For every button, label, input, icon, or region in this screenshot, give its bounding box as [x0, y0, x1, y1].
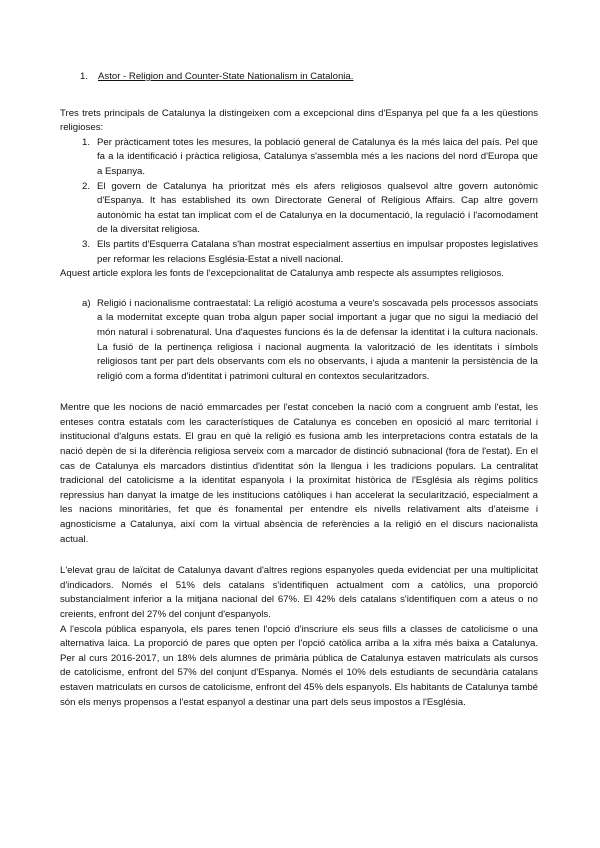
paragraph-3: A l'escola pública espanyola, els pares tenen l'opció d'inscriure els seus fills a classes de catolicisme o una alternativa laica. La proporció de pares que opten per l'opció catòlica arriba a la xifra més baixa a Catalunya. Per al curs 2016-2017, un 18% dels alumnes de primària pública de Catalunya estaven matriculats als cursos de catolicisme, enfront del 57% del conjunt d'Espanya. Només el 10% dels estudiants de secundària catalans estaven matriculats en cursos de catolicisme, enfront del 45% dels espanyols. Els habitants de Catalunya també són els menys propensos a l'estat espanyol a destinar una part dels seus impostos a l'Església.: [60, 623, 538, 708]
intro-paragraph: Tres trets principals de Catalunya la distingeixen com a excepcional dins d'Espanya pel que fa a les qüestions religioses:: [60, 107, 538, 134]
subsection-a: [60, 297, 538, 385]
list-item: [60, 136, 538, 180]
list-number: 1.: [82, 136, 91, 148]
list-item: [60, 180, 538, 238]
heading-number: 1.: [80, 71, 89, 82]
list-item: [60, 238, 538, 267]
paragraph-2: L'elevat grau de laïcitat de Catalunya davant d'altres regions espanyoles queda evidenciat per una multiplicitat d'indicadors. Només el 51% dels catalans s'identifiquen actualment com a catòlics, una proporció substancialment inferior a la mitjana nacional del 67%. El 42% dels catalans s'identifiquen com a ateus o no creients, enfront del 27% del conjunt d'espanyols.: [60, 565, 538, 620]
list-number: 2.: [82, 180, 91, 192]
section-heading: [80, 70, 538, 85]
heading-title: Astor - Religion and Counter-State Nationalism in Catalonia.: [98, 71, 354, 82]
list-text: El govern de Catalunya ha prioritzat més els afers religiosos qualsevol altre govern autonòmic d'Espanya. It has established its own Directorate General of Religious Affairs. Cap altre govern autonòmic ha estat tan implicat com el de Catalunya en la documentació, la regulació i l'acomodament de la diversitat religiosa.: [97, 180, 538, 236]
after-list-paragraph: Aquest article explora les fonts de l'excepcionalitat de Catalunya amb respecte als assumptes religiosos.: [60, 268, 504, 280]
paragraph-1: Mentre que les nocions de nació emmarcades per l'estat conceben la nació com a congruent amb l'estat, les enteses contra estatals com les característiques de Catalunya es conceben en oposició al marc territorial i institucional d'alguns estats. El grau en què la religió es fusiona amb les interpretacions contra estatals de la nació depèn de si la diferència religiosa serveix com a marcador de distinció subnacional (fora de l'estat). En el cas de Catalunya els marcadors distintius d'identitat són la llengua i les tradicions populars. La centralitat tradicional del catolicisme a la identitat espanyola i la proximitat històrica de l'Església als règims polítics repressius han danyat la imatge de les institucions catòliques i han accelerat la secularització, especialment a les nacions minoritàries, fet que és fonamental per entendre els nivells relativament alts d'ateisme i agnosticisme a Catalunya, així com la virtual absència de referències a la religió en el discurs nacionalista actual.: [60, 402, 538, 545]
list-text: Els partits d'Esquerra Catalana s'han mostrat especialment assertius en impulsar propostes legislatives per reformar les relacions Església-Estat a nivell nacional.: [97, 238, 538, 265]
document-page: [60, 70, 538, 710]
list-number: 3.: [82, 238, 91, 250]
list-text: Per pràcticament totes les mesures, la població general de Catalunya és la més laica del país. Pel que fa a la identificació i pràctica religiosa, Catalunya s'assembla més a les nacions del nord d'Europa que a Espanya.: [97, 136, 538, 177]
subsection-text: Religió i nacionalisme contraestatal: La religió acostuma a veure's soscavada pels processos associats a la modernitat excepte quan troba algun paper social important a jugar que no sigui la mediació del món natural i sobrenatural. Una d'aquestes funcions és la de defensar la identitat i la cultura nacionals. La fusió de la pertinença religiosa i nacional augmenta la valorització de les identitats i símbols religiosos tant per part dels observants com els no observants, i ajuda a mantenir la persistència de la religió com a forma d'identitat i patrimoni cultural en contextos secularitzadors.: [97, 297, 538, 382]
subsection-marker: a): [82, 297, 91, 309]
traits-list: [60, 136, 538, 267]
